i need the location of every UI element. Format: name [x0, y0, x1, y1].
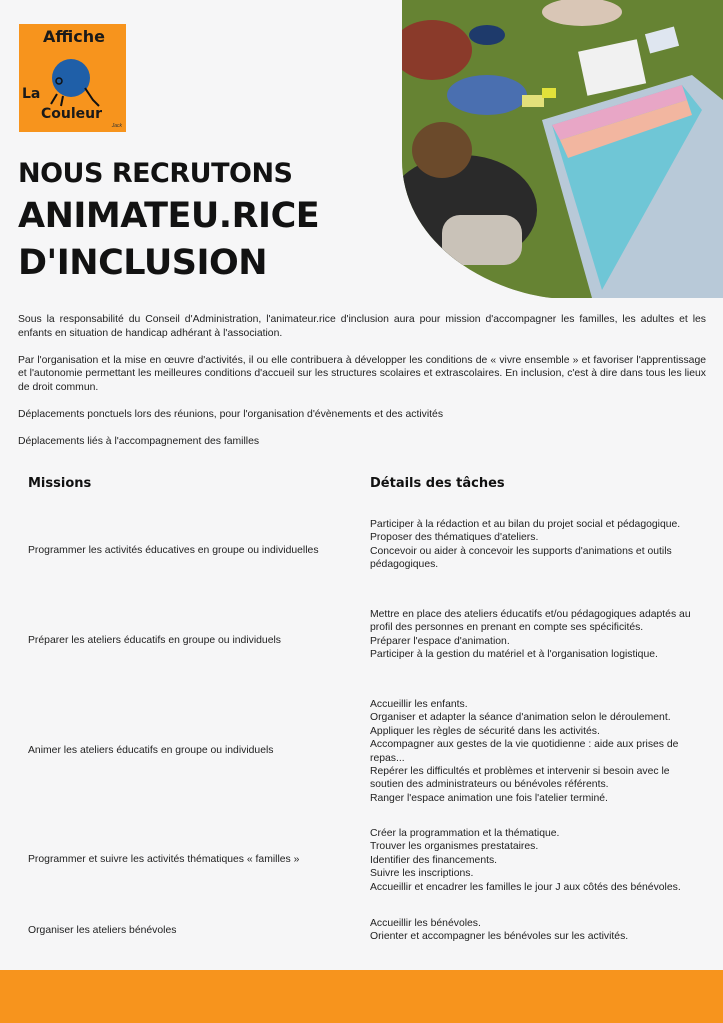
logo-signature: Jack [111, 123, 122, 129]
mission-cell: Programmer les activités éducatives en groupe ou individuelles [28, 545, 319, 556]
task-item: Trouver les organismes prestataires. [370, 841, 539, 853]
task-item: Suivre les inscriptions. [370, 868, 474, 880]
task-item: Participer à la gestion du matériel et à l'organisation logistique. [370, 649, 658, 661]
task-item: Proposer des thématiques d'ateliers. [370, 532, 539, 544]
task-item: Créer la programmation et la thématique. [370, 828, 560, 839]
task-item: Orienter et accompagner les bénévoles sur les activités. [370, 931, 629, 943]
header-photo [402, 0, 723, 298]
missions-header: Missions [28, 476, 92, 491]
intro-paragraph: Par l'organisation et la mise en œuvre d'activités, il ou elle contribuera à développer les conditions de « vivre ensemble » et favoriser l'apprentissage et l'autonomie permettant les meilleures conditions d'accueil sur les structures scolaires et extrascolaires. En inclusion, c'est à dire dans tous les lieux de droit commun. [18, 354, 706, 393]
intro-text [18, 313, 706, 462]
mission-cell: Organiser les ateliers bénévoles [28, 925, 177, 936]
task-item: Accompagner aux gestes de la vie quotidienne : aide aux prises de repas... [370, 739, 679, 764]
details-cell [370, 608, 700, 662]
mission-cell: Préparer les ateliers éducatifs en groupe ou individuels [28, 635, 281, 646]
intro-paragraph: Déplacements ponctuels lors des réunions, pour l'organisation d'évènements et des activités [18, 408, 444, 420]
logo-text-la: La [22, 86, 41, 102]
task-item: Concevoir ou aider à concevoir les supports d'animations et outils pédagogiques. [370, 545, 672, 571]
details-cell [370, 518, 700, 572]
details-cell [370, 827, 700, 894]
task-item: Repérer les difficultés et problèmes et intervenir si besoin avec le soutien des administrateurs ou bénévoles référents. [370, 766, 670, 791]
task-item: Préparer l'espace d'animation. [370, 635, 510, 647]
footer-band [0, 970, 723, 1023]
affiche-la-couleur-logo [19, 24, 126, 132]
logo-text-couleur: Couleur [41, 106, 103, 122]
heading-we-recruit: NOUS RECRUTONS [18, 158, 293, 189]
task-item: Organiser et adapter la séance d'animation selon le déroulement. [370, 712, 671, 724]
task-item: Appliquer les règles de sécurité dans les activités. [370, 725, 600, 737]
intro-paragraph: Sous la responsabilité du Conseil d'Administration, l'animateur.rice d'inclusion aura pour mission d'accompagner les familles, les adultes et les enfants en situation de handicap adhérant à l'association. [18, 314, 706, 339]
task-item: Ranger l'espace animation une fois l'atelier terminé. [370, 792, 608, 804]
task-item: Accueillir les bénévoles. [370, 918, 481, 929]
details-cell [370, 698, 700, 805]
mission-cell: Programmer et suivre les activités thématiques « familles » [28, 854, 300, 865]
details-cell [370, 917, 700, 944]
logo-text-affiche: Affiche [43, 27, 105, 46]
task-item: Identifier des financements. [370, 854, 498, 866]
task-item: Participer à la rédaction et au bilan du projet social et pédagogique. [370, 519, 681, 530]
mission-cell: Animer les ateliers éducatifs en groupe ou individuels [28, 745, 274, 756]
intro-paragraph: Déplacements liés à l'accompagnement des familles [18, 435, 260, 447]
task-item: Accueillir et encadrer les familles le jour J aux côtés des bénévoles. [370, 881, 681, 893]
heading-job-title-line2: D'INCLUSION [18, 243, 268, 283]
heading-job-title-line1: ANIMATEU.RICE [18, 196, 320, 236]
task-item: Mettre en place des ateliers éducatifs et/ou pédagogiques adaptés au profil des personnes en prenant en compte ses spécificités. [370, 609, 691, 634]
task-item: Accueillir les enfants. [370, 699, 468, 710]
details-header: Détails des tâches [370, 476, 505, 491]
